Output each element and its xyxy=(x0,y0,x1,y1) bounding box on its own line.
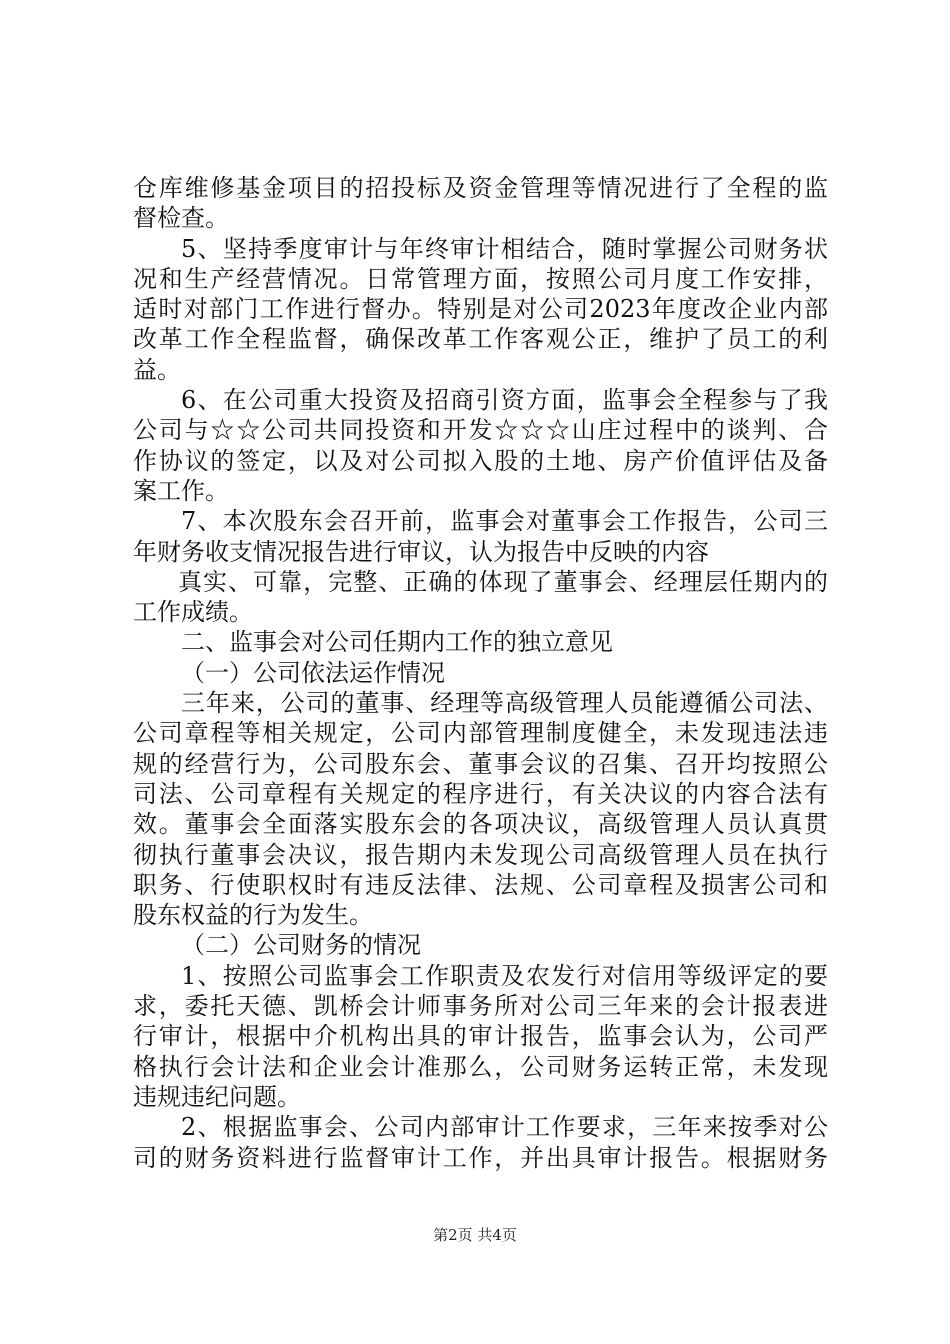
text-line: 2、根据监事会、公司内部审计工作要求，三年来按季对公 xyxy=(181,1113,828,1142)
page-footer: 第2页 共4页 xyxy=(433,1226,517,1244)
text-line: 工作成绩。 xyxy=(133,598,253,627)
text-line: 6、在公司重大投资及招商引资方面，监事会全程参与了我 xyxy=(181,386,828,415)
text-line: 违规违纪问题。 xyxy=(133,1082,301,1111)
text-line: 公司章程等相关规定，公司内部管理制度健全，未发现违法违 xyxy=(133,719,828,748)
text-line: 适时对部门工作进行督办。特别是对公司2023年度改企业内部 xyxy=(133,295,828,324)
text-line: 三年来，公司的董事、经理等高级管理人员能遵循公司法、 xyxy=(181,689,828,718)
text-line: 年财务收支情况报告进行审议，认为报告中反映的内容 xyxy=(133,537,709,566)
text-line: 二、监事会对公司任期内工作的独立意见 xyxy=(181,628,613,657)
text-line: 督检查。 xyxy=(133,204,229,233)
text-line: 司的财务资料进行监督审计工作，并出具审计报告。根据财务 xyxy=(133,1143,828,1172)
text-line: 益。 xyxy=(133,355,181,384)
text-line: 1、按照公司监事会工作职责及农发行对信用等级评定的要 xyxy=(181,961,828,990)
text-line: 改革工作全程监督，确保改革工作客观公正，维护了员工的利 xyxy=(133,325,828,354)
text-line: （一）公司依法运作情况 xyxy=(181,658,445,687)
text-line: 职务、行使职权时有违反法律、法规、公司章程及损害公司和 xyxy=(133,870,828,899)
text-line: 规的经营行为，公司股东会、董事会议的召集、召开均按照公 xyxy=(133,749,828,778)
document-body xyxy=(133,173,828,1173)
text-line: 作协议的签定，以及对公司拟入股的土地、房产价值评估及备 xyxy=(133,446,828,475)
text-line: 效。董事会全面落实股东会的各项决议，高级管理人员认真贯 xyxy=(133,810,828,839)
text-line: 仓库维修基金项目的招投标及资金管理等情况进行了全程的监 xyxy=(133,174,828,202)
text-line: 况和生产经营情况。日常管理方面，按照公司月度工作安排， xyxy=(133,264,828,293)
text-line: 5、坚持季度审计与年终审计相结合，随时掌握公司财务状 xyxy=(181,234,828,263)
text-line: 彻执行董事会决议，报告期内未发现公司高级管理人员在执行 xyxy=(133,840,828,869)
text-line: 股东权益的行为发生。 xyxy=(133,901,373,930)
text-line: 真实、可靠，完整、正确的体现了董事会、经理层任期内的 xyxy=(178,567,828,596)
text-line: 格执行会计法和企业会计准那么，公司财务运转正常，未发现 xyxy=(133,1052,828,1081)
text-line: 7、本次股东会召开前，监事会对董事会工作报告，公司三 xyxy=(181,507,828,536)
text-line: （二）公司财务的情况 xyxy=(181,931,421,960)
text-line: 司法、公司章程有关规定的程序进行，有关决议的内容合法有 xyxy=(133,779,828,808)
text-line: 案工作。 xyxy=(133,476,229,505)
text-line: 公司与☆☆公司共同投资和开发☆☆☆山庄过程中的谈判、合 xyxy=(133,416,828,445)
text-line: 行审计，根据中介机构出具的审计报告，监事会认为，公司严 xyxy=(133,1022,828,1051)
text-line: 求，委托天德、凯桥会计师事务所对公司三年来的会计报表进 xyxy=(133,992,828,1021)
